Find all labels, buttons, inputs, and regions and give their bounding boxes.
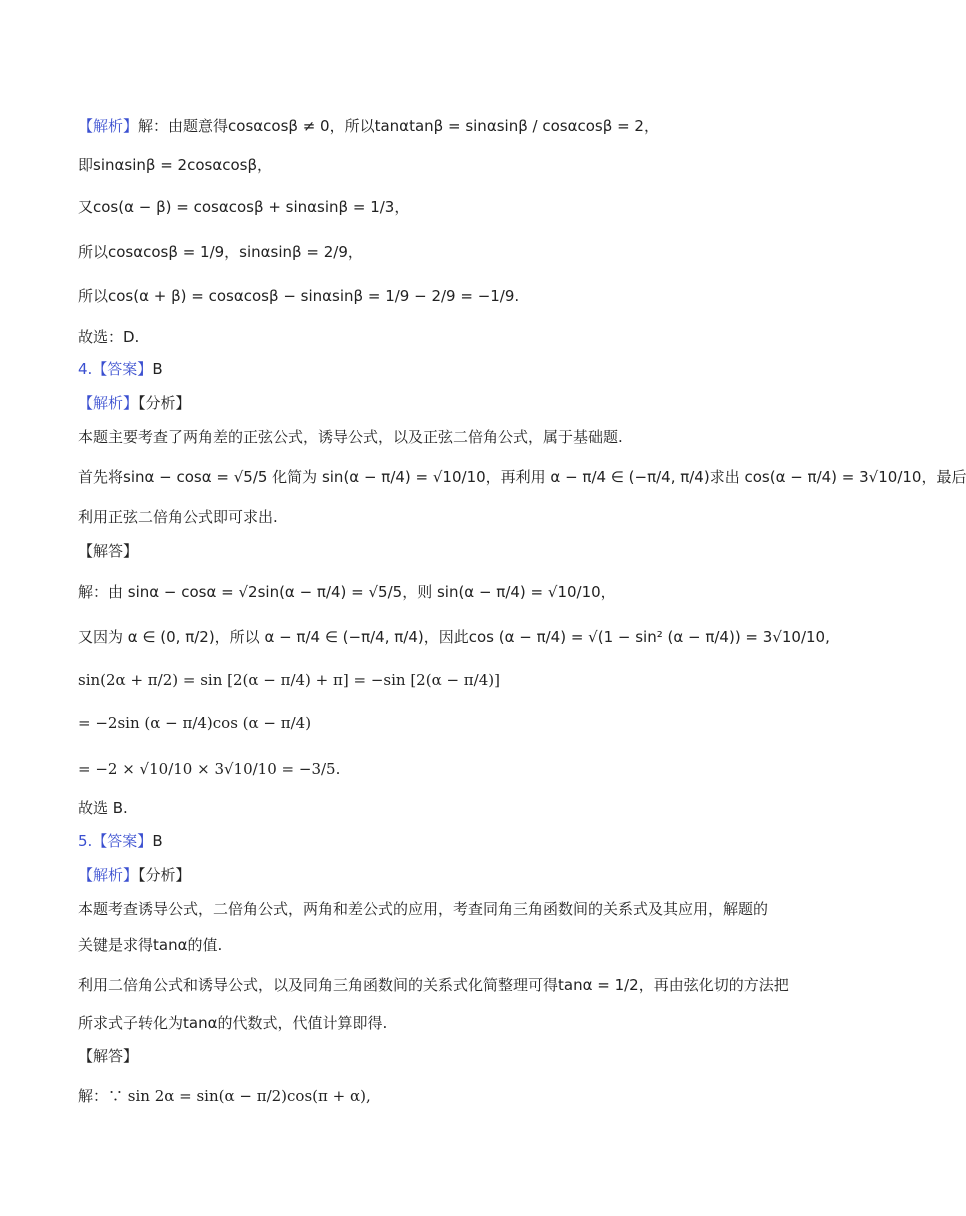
line-19 bbox=[78, 830, 820, 852]
line-21 bbox=[78, 898, 820, 920]
line-1 bbox=[78, 115, 820, 137]
line-text: 首先将sinα − cosα = √5/5 化简为 sin(α − π/4) = √10/10，再利用 α − π/4 ∈ (−π/4, π/4)求出 cos(α − π/4) = 3√10/10，最后 bbox=[78, 468, 966, 486]
section-tag: 【解析】 bbox=[78, 866, 139, 884]
line-text: 利用正弦二倍角公式即可求出. bbox=[78, 508, 278, 526]
answer-tag: 5.【答案】 bbox=[78, 832, 153, 850]
line-14 bbox=[78, 626, 830, 648]
line-3 bbox=[78, 196, 820, 218]
line-5 bbox=[78, 285, 820, 307]
line-text: 即sinαsinβ = 2cosαcosβ， bbox=[78, 156, 273, 174]
line-text: 解：∵ sin 2α = sin(α − π/2)cos(π + α), bbox=[78, 1087, 371, 1105]
answer-value: B bbox=[152, 360, 163, 378]
line-17 bbox=[78, 758, 820, 780]
line-text: = −2 × √10/10 × 3√10/10 = −3/5. bbox=[78, 760, 341, 778]
line-23 bbox=[78, 974, 820, 996]
section-tag: 【解析】 bbox=[78, 117, 139, 135]
line-text: 【分析】 bbox=[138, 866, 191, 884]
line-22 bbox=[78, 934, 820, 956]
line-18 bbox=[78, 797, 820, 819]
line-text: 又cos(α − β) = cosαcosβ + sinαsinβ = 1/3， bbox=[78, 198, 410, 216]
line-text: 【解答】 bbox=[78, 1047, 139, 1065]
line-text: 所以cosαcosβ = 1/9，sinαsinβ = 2/9， bbox=[78, 243, 363, 261]
line-text: 【分析】 bbox=[138, 394, 191, 412]
line-text: 关键是求得tanα的值. bbox=[78, 936, 223, 954]
line-text: 本题主要考查了两角差的正弦公式，诱导公式，以及正弦二倍角公式，属于基础题. bbox=[78, 428, 623, 446]
line-text: 解：由 sinα − cosα = √2sin(α − π/4) = √5/5，则 sin(α − π/4) = √10/10， bbox=[78, 583, 616, 601]
line-26 bbox=[78, 1085, 820, 1107]
section-tag: 【解析】 bbox=[78, 394, 139, 412]
line-20 bbox=[78, 864, 820, 886]
line-text: 故选：D. bbox=[78, 328, 140, 346]
line-13 bbox=[78, 581, 820, 603]
answer-tag: 4.【答案】 bbox=[78, 360, 153, 378]
line-12 bbox=[78, 540, 820, 562]
line-text: 所求式子转化为tanα的代数式，代值计算即得. bbox=[78, 1014, 388, 1032]
line-15 bbox=[78, 669, 820, 691]
line-9 bbox=[78, 426, 820, 448]
line-text: 本题考查诱导公式，二倍角公式，两角和差公式的应用，考查同角三角函数间的关系式及其应用，解题的 bbox=[78, 900, 769, 918]
line-4 bbox=[78, 241, 820, 263]
line-16 bbox=[78, 712, 820, 734]
line-11 bbox=[78, 506, 820, 528]
line-text: sin(2α + π/2) = sin [2(α − π/4) + π] = −sin [2(α − π/4)] bbox=[78, 671, 500, 689]
line-text: 故选 B. bbox=[78, 799, 128, 817]
line-7 bbox=[78, 358, 820, 380]
answer-value: B bbox=[152, 832, 163, 850]
line-text: 又因为 α ∈ (0, π/2)，所以 α − π/4 ∈ (−π/4, π/4)，因此cos (α − π/4) = √(1 − sin² (α − π/4)) = 3√10/10, bbox=[78, 628, 830, 646]
line-text: 利用二倍角公式和诱导公式，以及同角三角函数间的关系式化简整理可得tanα = 1/2，再由弦化切的方法把 bbox=[78, 976, 789, 994]
line-text: 解：由题意得cosαcosβ ≠ 0，所以tanαtanβ = sinαsinβ / cosαcosβ = 2， bbox=[138, 117, 659, 135]
line-25 bbox=[78, 1045, 820, 1067]
line-10 bbox=[78, 466, 966, 488]
line-6 bbox=[78, 326, 820, 348]
line-text: 所以cos(α + β) = cosαcosβ − sinαsinβ = 1/9 − 2/9 = −1/9. bbox=[78, 287, 520, 305]
line-8 bbox=[78, 392, 820, 414]
line-text: = −2sin (α − π/4)cos (α − π/4) bbox=[78, 714, 312, 732]
line-text: 【解答】 bbox=[78, 542, 139, 560]
line-2 bbox=[78, 154, 820, 176]
line-24 bbox=[78, 1012, 820, 1034]
